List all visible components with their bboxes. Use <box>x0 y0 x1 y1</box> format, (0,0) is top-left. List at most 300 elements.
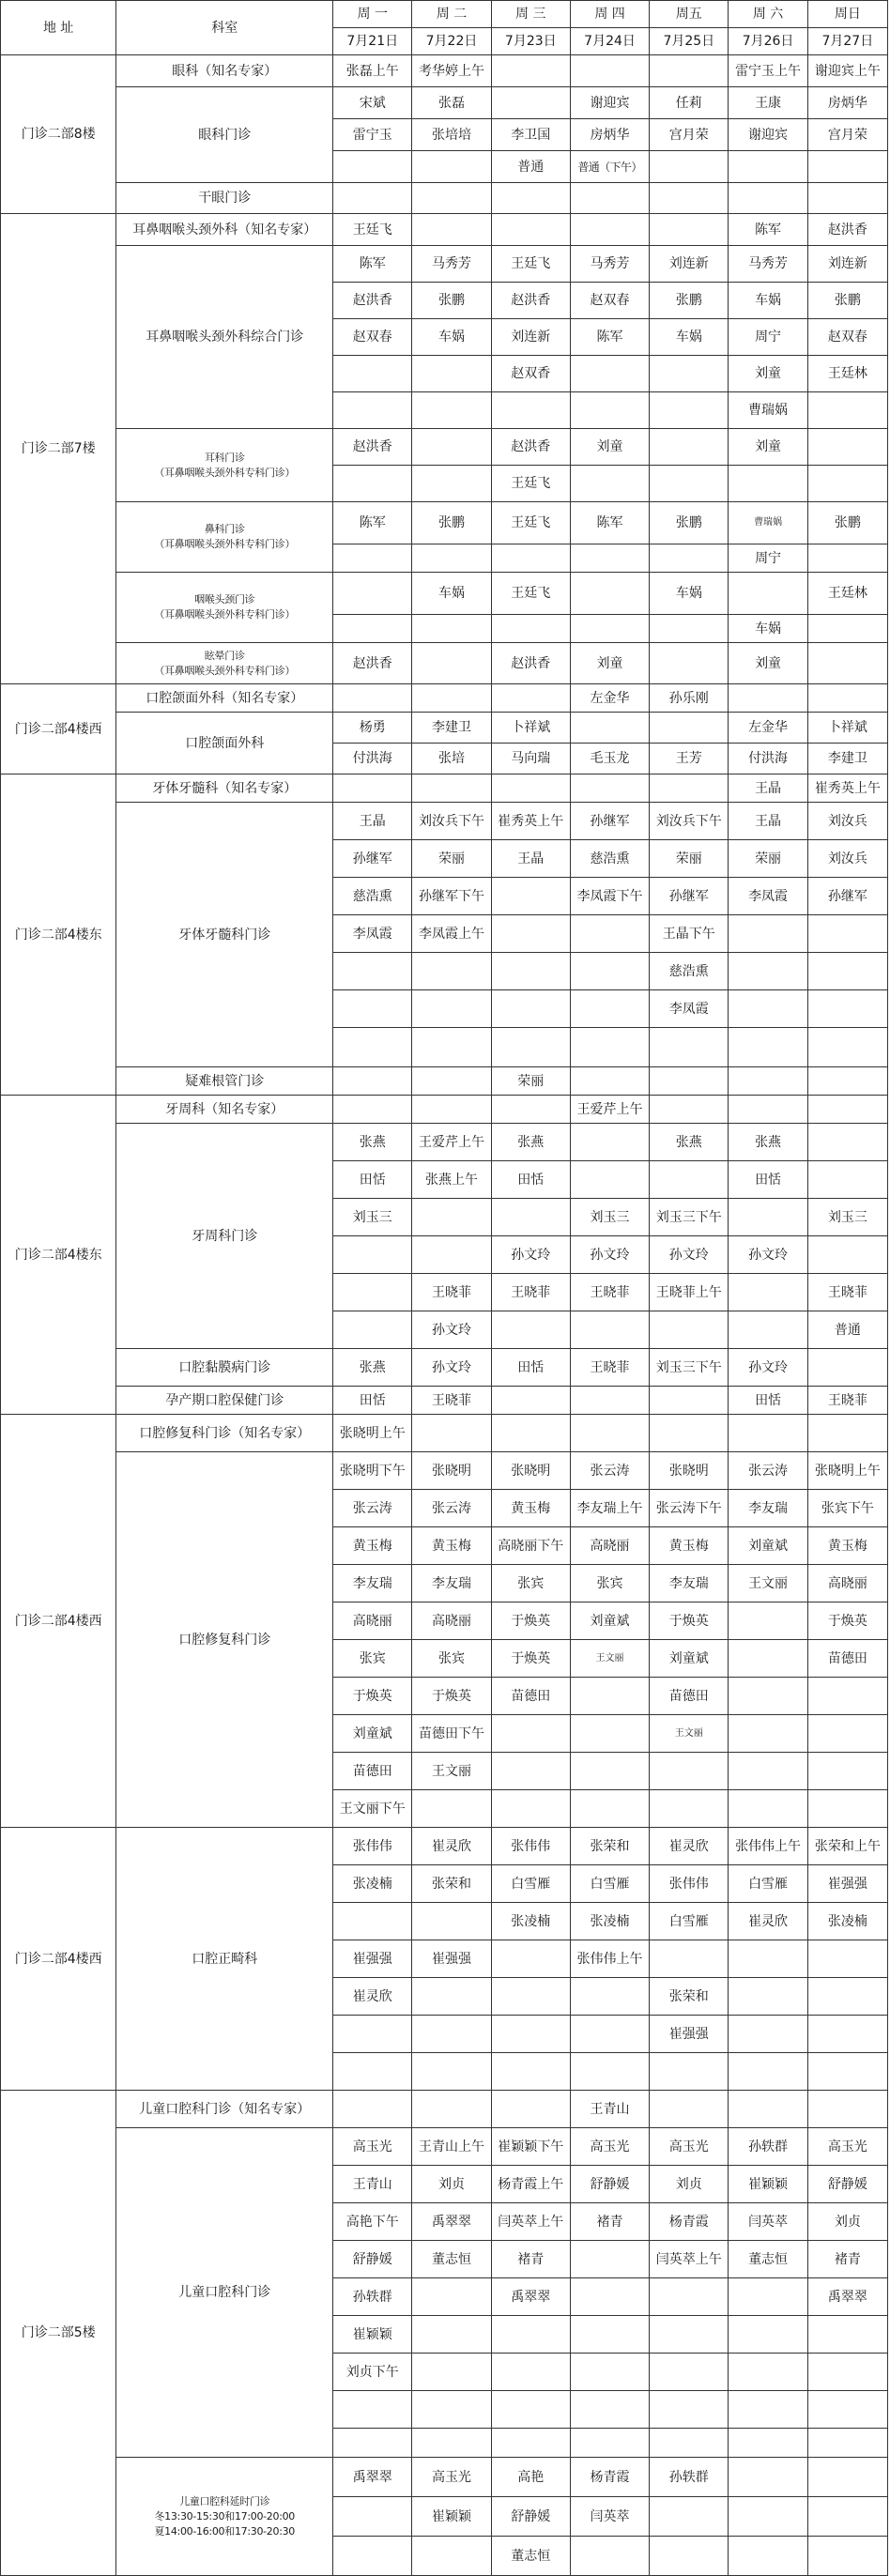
doctor-cell: 张鹏 <box>650 283 729 319</box>
doctor-cell: 舒静媛 <box>807 2166 887 2203</box>
doctor-cell: 刘童 <box>729 356 807 392</box>
department-name: 孕产期口腔保健门诊 <box>165 1392 284 1408</box>
doctor-cell: 左金华 <box>570 684 649 713</box>
doctor-cell <box>570 1387 649 1415</box>
doctor-cell <box>650 2278 729 2316</box>
doctor-cell <box>412 544 491 573</box>
address-cell: 门诊二部4楼西 <box>1 1828 116 2091</box>
address-cell: 门诊二部4楼东 <box>1 1096 116 1415</box>
doctor-cell: 赵洪香 <box>491 429 570 466</box>
doctor-cell <box>729 1415 807 1452</box>
department-cell <box>116 1067 333 1096</box>
doctor-cell <box>650 1067 729 1096</box>
doctor-cell: 张磊 <box>412 87 491 119</box>
doctor-cell <box>570 2391 649 2429</box>
doctor-cell <box>570 2241 649 2278</box>
doctor-cell: 马秀芳 <box>570 246 649 283</box>
doctor-cell <box>333 990 412 1028</box>
doctor-cell: 陈军 <box>570 319 649 356</box>
doctor-cell: 黄玉梅 <box>412 1527 491 1565</box>
doctor-cell: 董志恒 <box>491 2537 570 2576</box>
doctor-cell: 刘连新 <box>807 246 887 283</box>
department-name: 眼科门诊 <box>198 127 252 143</box>
department-cell <box>116 774 333 803</box>
doctor-cell: 李建卫 <box>412 713 491 744</box>
doctor-cell: 禹翠翠 <box>491 2278 570 2316</box>
schedule-row <box>1 1415 888 1452</box>
doctor-cell: 张晓明下午 <box>333 1452 412 1490</box>
doctor-cell <box>412 1067 491 1096</box>
doctor-cell: 刘贞 <box>807 2203 887 2241</box>
doctor-cell <box>412 1096 491 1124</box>
doctor-cell: 周宁 <box>729 319 807 356</box>
doctor-cell: 于焕英 <box>333 1678 412 1715</box>
doctor-cell: 黄玉梅 <box>650 1527 729 1565</box>
doctor-cell: 李凤霞 <box>333 915 412 953</box>
doctor-cell <box>333 953 412 990</box>
doctor-cell: 张荣和上午 <box>807 1828 887 1865</box>
doctor-cell: 张燕 <box>729 1124 807 1161</box>
doctor-cell: 车娲 <box>650 573 729 615</box>
department-name: 鼻科门诊 <box>204 523 245 535</box>
doctor-cell: 董志恒 <box>412 2241 491 2278</box>
doctor-cell <box>729 990 807 1028</box>
doctor-cell: 刘玉三 <box>333 1199 412 1236</box>
doctor-cell: 王晶 <box>491 840 570 878</box>
doctor-cell: 赵洪香 <box>491 643 570 684</box>
doctor-cell: 白雪雁 <box>650 1903 729 1940</box>
doctor-cell <box>333 2497 412 2537</box>
doctor-cell: 闫英萃上午 <box>650 2241 729 2278</box>
doctor-cell: 王芳 <box>650 744 729 774</box>
doctor-cell: 张鹏 <box>412 502 491 544</box>
department-name: 眩晕门诊 <box>204 649 245 662</box>
doctor-cell: 张荣和 <box>412 1865 491 1903</box>
doctor-cell: 张云涛 <box>333 1490 412 1527</box>
doctor-cell: 孙轶群 <box>729 2128 807 2166</box>
doctor-cell <box>333 466 412 502</box>
doctor-cell <box>807 2458 887 2497</box>
doctor-cell: 王文丽 <box>729 1565 807 1602</box>
doctor-cell <box>491 2016 570 2053</box>
doctor-cell <box>807 2091 887 2128</box>
department-cell <box>116 502 333 573</box>
doctor-cell <box>491 544 570 573</box>
doctor-cell: 张晓明上午 <box>333 1415 412 1452</box>
address-cell: 门诊二部7楼 <box>1 214 116 684</box>
doctor-cell: 普通 <box>807 1311 887 1349</box>
doctor-cell <box>729 915 807 953</box>
doctor-cell: 刘贞下午 <box>333 2354 412 2391</box>
doctor-cell: 刘童 <box>570 643 649 684</box>
address-header: 地 址 <box>1 1 116 55</box>
doctor-cell <box>650 55 729 87</box>
doctor-cell: 杨勇 <box>333 713 412 744</box>
doctor-cell: 李建卫 <box>807 744 887 774</box>
doctor-cell <box>412 2053 491 2091</box>
address-cell: 门诊二部4楼东 <box>1 774 116 1096</box>
department-cell <box>116 429 333 502</box>
department-name: 干眼门诊 <box>198 191 252 206</box>
doctor-cell <box>729 2053 807 2091</box>
doctor-cell: 张宾 <box>491 1565 570 1602</box>
doctor-cell: 田恬 <box>729 1161 807 1199</box>
doctor-cell <box>807 151 887 183</box>
schedule-row <box>1 214 888 246</box>
department-name: （耳鼻咽喉头颈外科专科门诊） <box>154 664 296 677</box>
doctor-cell <box>650 183 729 214</box>
doctor-cell <box>807 1753 887 1790</box>
doctor-cell <box>650 392 729 429</box>
doctor-cell <box>491 2391 570 2429</box>
department-name: 口腔颌面外科（知名专家） <box>146 690 304 706</box>
doctor-cell: 崔秀英上午 <box>807 774 887 803</box>
schedule-row <box>1 1387 888 1415</box>
doctor-cell: 高玉光 <box>807 2128 887 2166</box>
doctor-cell: 田恬 <box>333 1387 412 1415</box>
doctor-cell: 苗德田 <box>491 1678 570 1715</box>
doctor-cell: 刘童斌 <box>570 1602 649 1640</box>
doctor-cell <box>491 615 570 643</box>
schedule-row <box>1 2458 888 2497</box>
doctor-cell <box>729 466 807 502</box>
department-cell <box>116 643 333 684</box>
doctor-cell <box>570 573 649 615</box>
doctor-cell: 车娲 <box>412 573 491 615</box>
doctor-cell: 田恬 <box>333 1161 412 1199</box>
doctor-cell: 孙文玲 <box>650 1236 729 1274</box>
doctor-cell <box>570 214 649 246</box>
doctor-cell: 曹瑞娲 <box>729 392 807 429</box>
doctor-cell: 赵洪香 <box>333 429 412 466</box>
doctor-cell: 张荣和 <box>650 1978 729 2016</box>
doctor-cell: 房炳华 <box>807 87 887 119</box>
doctor-cell: 张鹏 <box>412 283 491 319</box>
doctor-cell: 李凤霞上午 <box>412 915 491 953</box>
doctor-cell: 李凤霞 <box>650 990 729 1028</box>
doctor-cell: 付洪海 <box>729 744 807 774</box>
doctor-cell <box>570 1028 649 1067</box>
doctor-cell <box>729 1067 807 1096</box>
department-name: 疑难根管门诊 <box>185 1073 265 1089</box>
doctor-cell <box>729 1274 807 1311</box>
doctor-cell <box>333 615 412 643</box>
doctor-cell <box>333 684 412 713</box>
doctor-cell: 张晓明 <box>650 1452 729 1490</box>
doctor-cell <box>412 774 491 803</box>
doctor-cell <box>412 183 491 214</box>
doctor-cell: 高晓丽下午 <box>491 1527 570 1565</box>
doctor-cell: 褚青 <box>807 2241 887 2278</box>
doctor-cell <box>807 2429 887 2458</box>
weekday-header: 周 二 <box>412 1 491 28</box>
doctor-cell <box>650 713 729 744</box>
doctor-cell <box>333 1311 412 1349</box>
doctor-cell: 赵双香 <box>491 356 570 392</box>
doctor-cell: 王文丽下午 <box>333 1790 412 1828</box>
department-name: 耳鼻咽喉头颈外科综合门诊 <box>146 330 304 345</box>
doctor-cell: 王晓菲 <box>807 1387 887 1415</box>
doctor-cell <box>650 1753 729 1790</box>
doctor-cell <box>412 990 491 1028</box>
doctor-cell <box>491 684 570 713</box>
doctor-cell <box>491 1790 570 1828</box>
doctor-cell: 赵双春 <box>333 319 412 356</box>
doctor-cell: 于焕英 <box>491 1602 570 1640</box>
doctor-cell <box>650 1790 729 1828</box>
doctor-cell <box>333 2016 412 2053</box>
doctor-cell: 李凤霞 <box>729 878 807 915</box>
weekday-header: 周日 <box>807 1 887 28</box>
doctor-cell <box>807 615 887 643</box>
department-name: （耳鼻咽喉头颈外科专科门诊） <box>154 466 296 479</box>
doctor-cell <box>333 2429 412 2458</box>
doctor-cell: 孙轶群 <box>650 2458 729 2497</box>
doctor-cell: 李友瑞 <box>412 1565 491 1602</box>
doctor-cell <box>807 2391 887 2429</box>
doctor-cell: 王晓菲上午 <box>650 1274 729 1311</box>
doctor-cell: 张宾下午 <box>807 1490 887 1527</box>
doctor-cell: 王廷飞 <box>491 573 570 615</box>
department-name: （耳鼻咽喉头颈外科专科门诊） <box>154 608 296 621</box>
doctor-cell <box>650 2497 729 2537</box>
doctor-cell <box>650 1940 729 1978</box>
schedule-row <box>1 2128 888 2166</box>
doctor-cell <box>333 356 412 392</box>
doctor-cell <box>807 1067 887 1096</box>
doctor-cell: 于焕英 <box>412 1678 491 1715</box>
doctor-cell: 于焕英 <box>650 1602 729 1640</box>
doctor-cell: 高玉光 <box>650 2128 729 2166</box>
department-cell <box>116 55 333 87</box>
doctor-cell: 黄玉梅 <box>491 1490 570 1527</box>
doctor-cell: 崔灵欣 <box>650 1828 729 1865</box>
doctor-cell <box>491 1715 570 1753</box>
doctor-cell: 李凤霞下午 <box>570 878 649 915</box>
department-cell <box>116 684 333 713</box>
doctor-cell: 张燕上午 <box>412 1161 491 1199</box>
doctor-cell <box>570 466 649 502</box>
doctor-cell: 马向瑞 <box>491 744 570 774</box>
doctor-cell: 刘汝兵下午 <box>650 803 729 840</box>
doctor-cell <box>807 643 887 684</box>
doctor-cell <box>412 2316 491 2354</box>
doctor-cell <box>491 214 570 246</box>
doctor-cell <box>570 1978 649 2016</box>
department-name: 口腔修复科门诊（知名专家） <box>139 1425 311 1441</box>
doctor-cell: 苗德田 <box>333 1753 412 1790</box>
doctor-cell <box>491 990 570 1028</box>
doctor-cell: 田恬 <box>491 1349 570 1387</box>
doctor-cell: 左金华 <box>729 713 807 744</box>
doctor-cell <box>491 2316 570 2354</box>
doctor-cell: 雷宁玉 <box>333 119 412 151</box>
doctor-cell: 谢迎宾 <box>729 119 807 151</box>
doctor-cell: 张燕 <box>333 1124 412 1161</box>
doctor-cell: 刘汝兵 <box>807 803 887 840</box>
doctor-cell <box>570 2053 649 2091</box>
header-weekday-row <box>1 1 888 28</box>
doctor-cell <box>729 2391 807 2429</box>
doctor-cell: 王晓菲 <box>570 1274 649 1311</box>
doctor-cell: 白雪雁 <box>729 1865 807 1903</box>
address-cell: 门诊二部8楼 <box>1 55 116 214</box>
doctor-cell: 张云涛下午 <box>650 1490 729 1527</box>
doctor-cell: 李友瑞 <box>650 1565 729 1602</box>
doctor-cell: 普通（下午） <box>570 151 649 183</box>
doctor-cell: 于焕英 <box>807 1602 887 1640</box>
doctor-cell <box>729 1790 807 1828</box>
department-name: 口腔黏膜病门诊 <box>178 1359 271 1375</box>
doctor-cell: 黄玉梅 <box>807 1527 887 1565</box>
doctor-cell: 张鹏 <box>807 283 887 319</box>
doctor-cell: 张凌楠 <box>491 1903 570 1940</box>
doctor-cell: 崔强强 <box>807 1865 887 1903</box>
doctor-cell <box>491 2354 570 2391</box>
doctor-cell <box>807 544 887 573</box>
department-cell <box>116 214 333 246</box>
doctor-cell <box>570 1311 649 1349</box>
doctor-cell: 毛玉龙 <box>570 744 649 774</box>
doctor-cell: 张磊上午 <box>333 55 412 87</box>
doctor-cell <box>412 1199 491 1236</box>
doctor-cell: 王晶 <box>333 803 412 840</box>
doctor-cell: 高玉光 <box>412 2458 491 2497</box>
doctor-cell <box>807 1236 887 1274</box>
doctor-cell: 谢迎宾 <box>570 87 649 119</box>
date-header: 7月23日 <box>491 28 570 55</box>
doctor-cell <box>412 356 491 392</box>
doctor-cell: 张燕 <box>491 1124 570 1161</box>
doctor-cell: 杨青霞 <box>650 2203 729 2241</box>
doctor-cell <box>412 1236 491 1274</box>
doctor-cell <box>807 1940 887 1978</box>
doctor-cell <box>729 2354 807 2391</box>
doctor-cell: 慈浩熏 <box>570 840 649 878</box>
doctor-cell: 张凌楠 <box>570 1903 649 1940</box>
doctor-cell: 孙继军 <box>650 878 729 915</box>
date-header: 7月25日 <box>650 28 729 55</box>
schedule-row <box>1 803 888 840</box>
address-cell: 门诊二部4楼西 <box>1 1415 116 1828</box>
doctor-cell <box>491 1096 570 1124</box>
doctor-cell: 王晓菲 <box>570 1349 649 1387</box>
doctor-cell: 白雪雁 <box>491 1865 570 1903</box>
doctor-cell <box>412 953 491 990</box>
doctor-cell <box>570 1678 649 1715</box>
doctor-cell: 王廷林 <box>807 573 887 615</box>
doctor-cell: 孙文玲 <box>491 1236 570 1274</box>
doctor-cell <box>729 183 807 214</box>
department-name: 冬13:30-15:30和17:00-20:00 <box>154 2509 296 2522</box>
doctor-cell: 崔灵欣 <box>729 1903 807 1940</box>
doctor-cell: 孙文玲 <box>570 1236 649 1274</box>
doctor-cell <box>807 2537 887 2576</box>
doctor-cell <box>807 1678 887 1715</box>
department-name: 夏14:00-16:00和17:30-20:30 <box>154 2524 296 2538</box>
doctor-cell <box>729 2497 807 2537</box>
doctor-cell: 崔颖颖 <box>729 2166 807 2203</box>
doctor-cell <box>650 774 729 803</box>
doctor-cell <box>729 1715 807 1753</box>
department-cell <box>116 2458 333 2576</box>
doctor-cell <box>807 1978 887 2016</box>
schedule-row <box>1 87 888 119</box>
doctor-cell: 赵双春 <box>807 319 887 356</box>
doctor-cell <box>333 1903 412 1940</box>
doctor-cell: 张凌楠 <box>807 1903 887 1940</box>
doctor-cell <box>491 392 570 429</box>
doctor-cell <box>333 392 412 429</box>
doctor-cell: 慈浩熏 <box>650 953 729 990</box>
department-name: 耳鼻咽喉头颈外科（知名专家） <box>132 222 317 238</box>
doctor-cell <box>570 392 649 429</box>
doctor-cell <box>412 214 491 246</box>
doctor-cell <box>570 2537 649 2576</box>
doctor-cell: 赵双春 <box>570 283 649 319</box>
doctor-cell: 赵洪香 <box>491 283 570 319</box>
doctor-cell <box>729 1678 807 1715</box>
doctor-cell <box>333 2091 412 2128</box>
schedule-row <box>1 183 888 214</box>
doctor-cell: 刘童 <box>729 643 807 684</box>
doctor-cell: 张云涛 <box>570 1452 649 1490</box>
doctor-cell <box>729 2458 807 2497</box>
doctor-cell: 王廷飞 <box>491 246 570 283</box>
doctor-cell: 刘玉三下午 <box>650 1349 729 1387</box>
doctor-cell: 崔颖颖 <box>412 2497 491 2537</box>
doctor-cell: 崔灵欣 <box>412 1828 491 1865</box>
doctor-cell: 董志恒 <box>729 2241 807 2278</box>
doctor-cell: 王晶 <box>729 774 807 803</box>
doctor-cell: 刘童斌 <box>729 1527 807 1565</box>
doctor-cell: 王青山 <box>333 2166 412 2203</box>
doctor-cell: 孙文玲 <box>729 1236 807 1274</box>
doctor-cell: 崔秀英上午 <box>491 803 570 840</box>
doctor-cell: 王文丽 <box>570 1640 649 1678</box>
department-name: 耳科门诊 <box>204 451 245 464</box>
doctor-cell <box>570 544 649 573</box>
doctor-cell: 任莉 <box>650 87 729 119</box>
doctor-cell: 张晓明 <box>491 1452 570 1490</box>
doctor-cell <box>650 2354 729 2391</box>
doctor-cell <box>807 2354 887 2391</box>
doctor-cell <box>650 1028 729 1067</box>
doctor-cell <box>412 392 491 429</box>
doctor-cell <box>491 774 570 803</box>
doctor-cell <box>570 990 649 1028</box>
doctor-cell <box>412 466 491 502</box>
doctor-cell: 雷宁玉上午 <box>729 55 807 87</box>
doctor-cell <box>650 544 729 573</box>
doctor-cell <box>729 2016 807 2053</box>
doctor-cell: 李友瑞 <box>333 1565 412 1602</box>
doctor-cell: 卜祥斌 <box>491 713 570 744</box>
doctor-cell: 杨青霞上午 <box>491 2166 570 2203</box>
doctor-cell: 黄玉梅 <box>333 1527 412 1565</box>
doctor-cell <box>650 429 729 466</box>
doctor-cell: 孙继军 <box>807 878 887 915</box>
department-name: 咽喉头颈门诊 <box>194 593 255 606</box>
doctor-cell: 褚青 <box>491 2241 570 2278</box>
doctor-cell <box>729 2537 807 2576</box>
doctor-cell <box>807 2497 887 2537</box>
schedule-row <box>1 1828 888 1865</box>
doctor-cell <box>807 466 887 502</box>
doctor-cell: 王青山上午 <box>412 2128 491 2166</box>
weekday-header: 周 一 <box>333 1 412 28</box>
doctor-cell <box>729 1028 807 1067</box>
